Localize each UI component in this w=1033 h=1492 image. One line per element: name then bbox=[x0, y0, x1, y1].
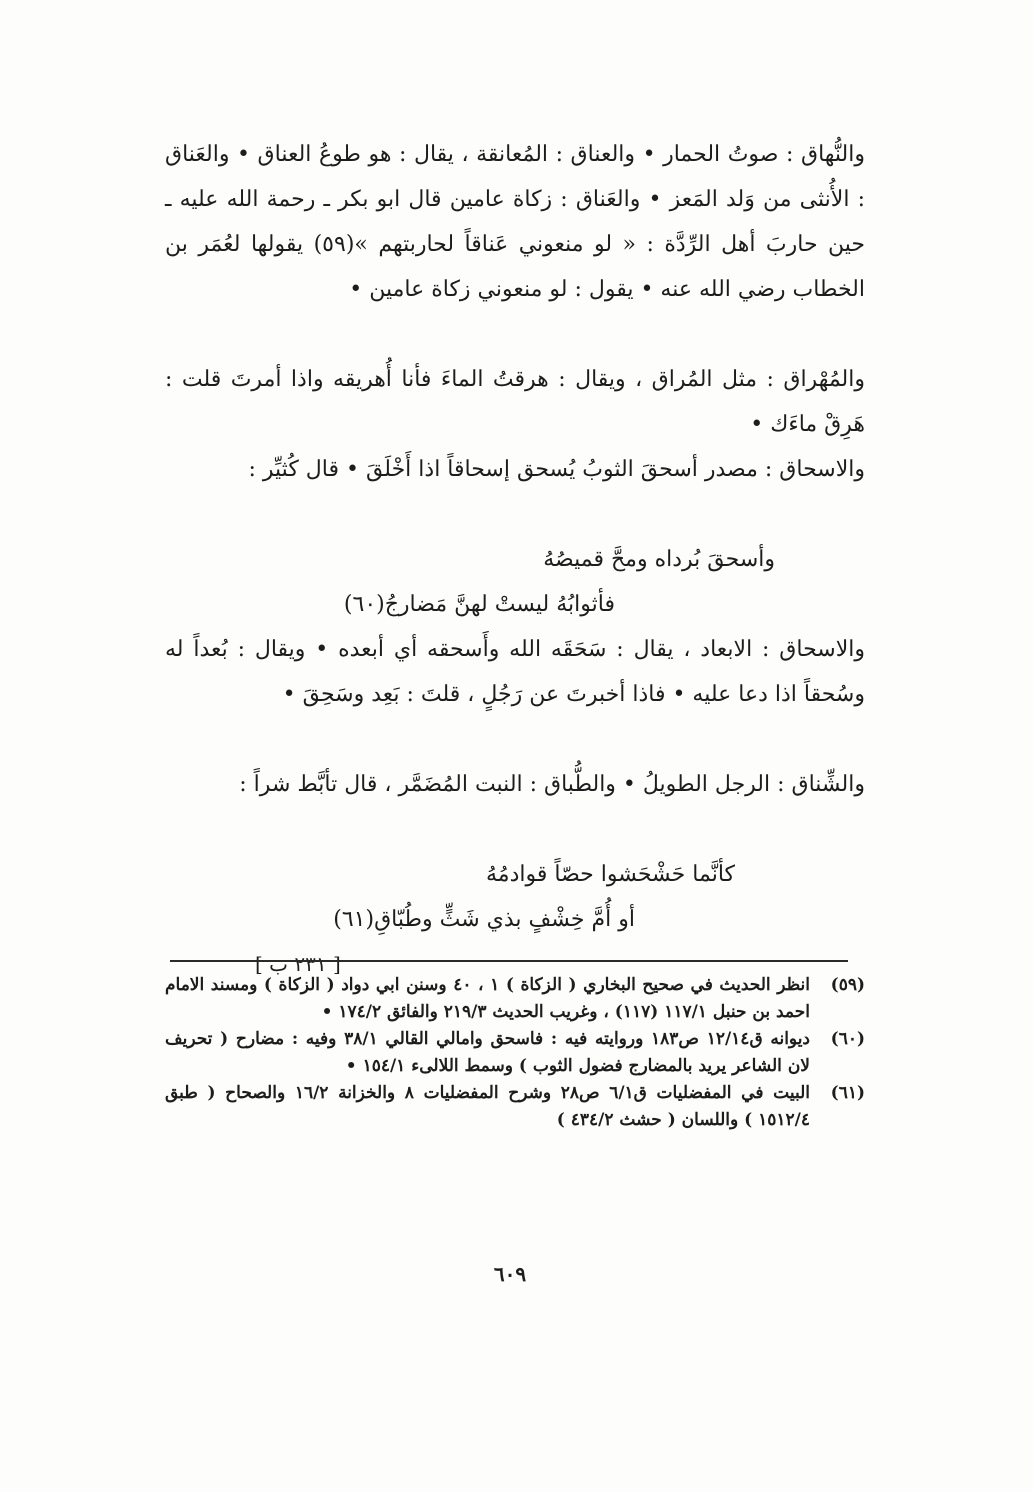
folio-marker: [ ٢٣١ ب ] bbox=[255, 952, 341, 976]
paragraph-nuhaq: والنُّهاق : صوتُ الحمار • والعناق : المُعانقة ، يقال : هو طوعُ العناق • والعَناق : الأُنثى من وَلد المَعز • والعَناق : زكاة عامين قال ابو بكر ـ رحمة الله عليه ـ حين حاربَ أهل الرِّدَّة : « لو منعوني عَناقاً لحاربتهم »(٥٩) يقولها لعُمَر بن الخطاب رضي الله عنه • يقول : لو منعوني زكاة عامين • bbox=[165, 142, 865, 302]
paragraph-ishaq-ibad: والاسحاق : الابعاد ، يقال : سَحَقَه الله وأَسحقه أي أبعده • ويقال : بُعداً له وسُحقاً اذا دعا عليه • فاذا أخبرتَ عن رَجُلٍ ، قلتَ : بَعِد وسَحِقَ • bbox=[165, 637, 865, 707]
verse-kuthayyir-first-hemistich: وأسحقَ بُرداه ومحَّ قميصُهُ bbox=[543, 547, 775, 572]
verse-taabbata-second-hemistich: أو أُمَّ خِشْفٍ بذي شَثٍّ وطُبّاقِ(٦١) bbox=[333, 907, 635, 932]
footnote-text: انظر الحديث في صحيح البخاري ( الزكاة ) ١ ، ٤٠ وسنن ابي دواد ( الزكاة ) ومسند الامام احمد بن حنبل ١١٧/١ (١١٧) ، وغريب الحديث ٢١٩/٣ والفائق ١٧٤/٢ • bbox=[165, 975, 810, 1022]
footnote-60 bbox=[165, 1026, 865, 1080]
paragraph-muhraq: والمُهْراق : مثل المُراق ، ويقال : هرقتُ الماءَ فأنا أُهريقه واذا أمرتَ قلت : هَرِقْ ماءَك • bbox=[165, 367, 865, 437]
footnote-number: (٥٩) bbox=[830, 975, 865, 995]
footnote-59 bbox=[165, 972, 865, 1026]
footnote-number: (٦٠) bbox=[830, 1029, 865, 1049]
page-number: ٦٠٩ bbox=[493, 1262, 527, 1286]
footnote-text: ديوانه ق١٢/١٤ ص١٨٣ وروايته فيه : فاسحق وامالي القالي ٣٨/١ وفيه : مضارح ( تحريف لان الشاعر يريد بالمضارج فضول الثوب ) وسمط اللالىء ١٥٤/١ • bbox=[165, 1029, 810, 1076]
footnote-number: (٦١) bbox=[830, 1083, 865, 1103]
paragraph-ishaq: والاسحاق : مصدر أسحقَ الثوبُ يُسحق إسحاقاً اذا أَخْلَقَ • قال كُثيِّر : bbox=[248, 457, 865, 482]
footnote-text: البيت في المفضليات ق٦/١ ص٢٨ وشرح المفضليات ٨ والخزانة ١٦/٢ والصحاح ( طبق ١٥١٢/٤ ) واللسان ( حشث ٤٣٤/٢ ) bbox=[165, 1083, 810, 1130]
verse-taabbata-first-hemistich: كأنَّما حَشْحَشوا حصّاً قوادمُهُ bbox=[486, 862, 735, 887]
paragraph-shinaq: والشِّناق : الرجل الطويلُ • والطُّباق : النبت المُضَمَّر ، قال تأبَّط شراً : bbox=[239, 772, 865, 797]
footnote-61 bbox=[165, 1080, 865, 1134]
footnotes bbox=[165, 972, 865, 1134]
footnote-divider bbox=[170, 960, 848, 962]
verse-kuthayyir-second-hemistich: فأثوابُهُ ليستْ لهنَّ مَضارجُ(٦٠) bbox=[343, 592, 615, 617]
main-text bbox=[165, 132, 865, 987]
